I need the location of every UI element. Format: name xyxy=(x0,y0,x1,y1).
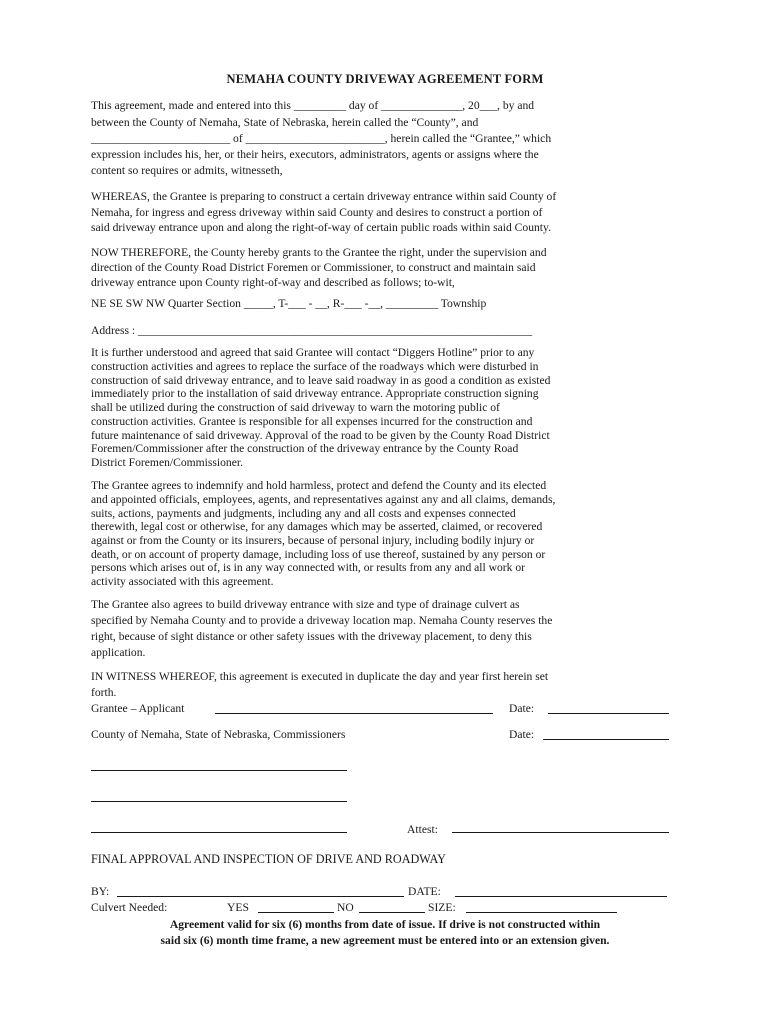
paragraph-6-line: application. xyxy=(91,646,146,659)
paragraph-1-line: This agreement, made and entered into this _________ day of ______________, 20___, by and xyxy=(91,99,535,112)
paragraph-4-line: immediately prior to the installation of said driveway entrance. Appropriate construction signing xyxy=(91,387,539,400)
paragraph-6-line: specified by Nemaha County and to provide a driveway location map. Nemaha County reserves the xyxy=(91,614,553,627)
paragraph-1-line: ________________________ of ________________________, herein called the “Grantee,” which xyxy=(91,132,552,145)
by-label: BY: xyxy=(91,885,110,898)
commissioner-signature-field[interactable] xyxy=(91,801,347,802)
paragraph-5-line: against or from the County or its insurers, because of personal injury, including bodily injury or xyxy=(91,534,535,547)
commissioners-date-field[interactable] xyxy=(543,739,669,740)
paragraph-6-line: right, because of sight distance or other safety issues with the driveway placement, to deny this xyxy=(91,630,532,643)
attest-signature-field[interactable] xyxy=(452,832,669,833)
paragraph-2-line: WHEREAS, the Grantee is preparing to construct a certain driveway entrance within said County of xyxy=(91,190,557,203)
paragraph-5-line: persons which arises out of, is in any way connected with, or results from any and all work or xyxy=(91,561,526,574)
page-title: NEMAHA COUNTY DRIVEWAY AGREEMENT FORM xyxy=(226,72,544,86)
paragraph-5-line: suits, actions, payments and judgments, including any and all costs and expenses connected xyxy=(91,507,516,520)
paragraph-4-line: construction of said driveway entrance, and to leave said roadway in as good a condition as existed xyxy=(91,374,551,387)
commissioner-signature-field[interactable] xyxy=(91,832,347,833)
paragraph-3-line: driveway entrance upon County right-of-way and described as follows; to-wit, xyxy=(91,276,455,289)
paragraph-3-line: direction of the County Road District Foremen or Commissioner, to construct and maintain said xyxy=(91,261,536,274)
paragraph-4-line: Foremen/Commissioner after the construction of the driveway entrance by the County Road xyxy=(91,442,519,455)
paragraph-1-line: content so requires or admits, witnesseth, xyxy=(91,164,283,177)
paragraph-4-line: shall be utilized during the construction of said driveway to warn the motoring public of xyxy=(91,401,500,414)
paragraph-1-line: between the County of Nemaha, State of Nebraska, herein called the “County”, and xyxy=(91,116,479,129)
commissioner-signature-field[interactable] xyxy=(91,770,347,771)
grantee-date-field[interactable] xyxy=(548,713,669,714)
paragraph-4-line: construction activities and agrees to replace the surface of the roadways which were disturbed in xyxy=(91,360,539,373)
culvert-needed-label: Culvert Needed: xyxy=(91,901,168,914)
address-line: Address : ____________________________________________________________________ xyxy=(91,324,533,337)
paragraph-5-line: death, or on account of property damage, including loss of use thereof, sustained by any person or xyxy=(91,548,546,561)
paragraph-5-line: The Grantee agrees to indemnify and hold harmless, protect and defend the County and its elected xyxy=(91,479,547,492)
by-signature-field[interactable] xyxy=(117,896,404,897)
yes-label: YES xyxy=(227,901,249,914)
paragraph-4-line: District Foremen/Commissioner. xyxy=(91,456,243,469)
attest-label: Attest: xyxy=(407,823,438,836)
paragraph-4-line: future maintenance of said driveway. Approval of the road to be given by the County Road District xyxy=(91,429,550,442)
paragraph-2-line: Nemaha, for ingress and egress driveway within said County and desires to construct a portion of xyxy=(91,206,543,219)
no-label: NO xyxy=(337,901,354,914)
paragraph-5-line: and appointed officials, employees, agents, and representatives against any and all claims, demands, xyxy=(91,493,556,506)
culvert-no-field[interactable] xyxy=(359,912,425,913)
paragraph-1-line: expression includes his, her, or their heirs, executors, administrators, agents or assigns where the xyxy=(91,148,539,161)
date-label: Date: xyxy=(509,702,535,715)
location-line: NE SE SW NW Quarter Section _____, T-___ - __, R-___ -__, _________ Township xyxy=(91,297,487,310)
paragraph-4-line: construction activities. Grantee is responsible for all expenses incurred for the construction and xyxy=(91,415,533,428)
size-label: SIZE: xyxy=(428,901,456,914)
paragraph-5-line: activity associated with this agreement. xyxy=(91,575,274,588)
paragraph-3-line: NOW THEREFORE, the County hereby grants to the Grantee the right, under the supervision and xyxy=(91,246,547,259)
date-label: Date: xyxy=(509,728,535,741)
final-approval-heading: FINAL APPROVAL AND INSPECTION OF DRIVE AND ROADWAY xyxy=(91,852,446,866)
grantee-applicant-label: Grantee – Applicant xyxy=(91,702,185,715)
validity-notice-line: said six (6) month time frame, a new agreement must be entered into or an extension given. xyxy=(160,934,610,947)
final-date-field[interactable] xyxy=(455,896,667,897)
witness-line: forth. xyxy=(91,686,117,699)
witness-line: IN WITNESS WHEREOF, this agreement is executed in duplicate the day and year first herein set xyxy=(91,670,549,683)
paragraph-4-line: It is further understood and agreed that said Grantee will contact “Diggers Hotline” prior to any xyxy=(91,346,535,359)
final-date-label: DATE: xyxy=(408,885,441,898)
commissioners-label: County of Nemaha, State of Nebraska, Commissioners xyxy=(91,728,346,741)
validity-notice-line: Agreement valid for six (6) months from date of issue. If drive is not constructed within xyxy=(169,918,601,931)
culvert-yes-field[interactable] xyxy=(258,912,334,913)
paragraph-6-line: The Grantee also agrees to build driveway entrance with size and type of drainage culvert as xyxy=(91,598,520,611)
grantee-signature-field[interactable] xyxy=(215,713,493,714)
culvert-size-field[interactable] xyxy=(466,912,617,913)
paragraph-5-line: therewith, legal cost or otherwise, for any damages which may be asserted, claimed, or recovered xyxy=(91,520,543,533)
paragraph-2-line: said driveway entrance upon and along the right-of-way of certain public roads within said County. xyxy=(91,221,551,234)
